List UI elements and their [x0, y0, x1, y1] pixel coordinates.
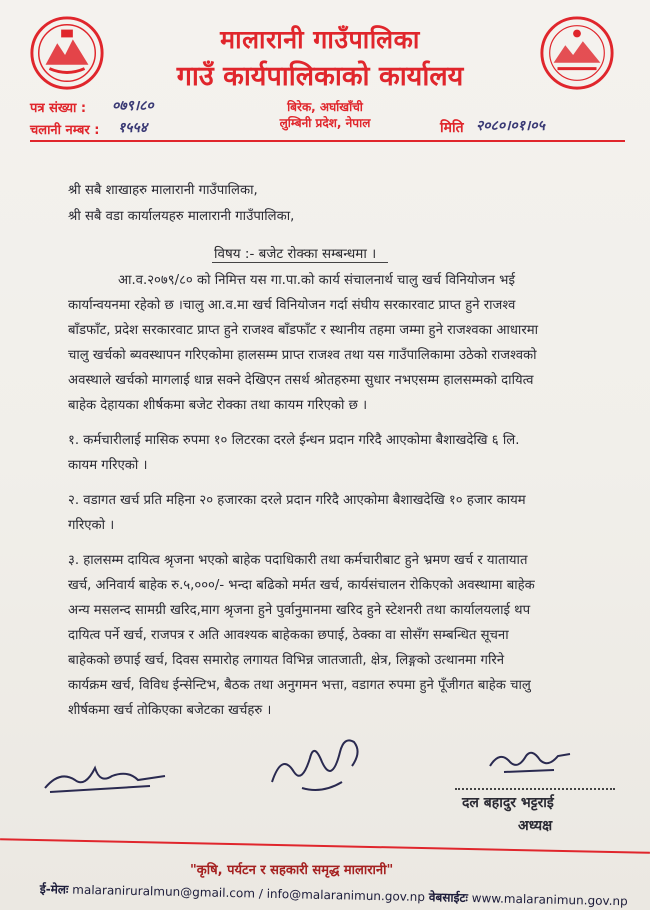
point-line: दायित्व पर्ने खर्च, राजपत्र र अति आवश्यक बाहेकका छपाई, ठेक्का वा सोसँग सम्बन्धित सूचना: [68, 628, 509, 643]
website-label: वेबसाईटः: [428, 890, 469, 905]
signature-dotted-line: [455, 788, 615, 790]
signer-name: दल बहादुर भट्टराई: [462, 795, 554, 811]
signature-center: [262, 722, 372, 802]
footer-contact: [40, 880, 628, 909]
point-line: गरिएको ।: [68, 518, 115, 533]
point-line: १. कर्मचारीलाई मासिक रुपमा १० लिटरका दरले ईन्धन प्रदान गरिदै आएकोमा बैशाखदेखि ६ लि.: [68, 433, 520, 448]
point-line: बाहेकको छपाई खर्च, दिवस समारोह लगायत विभिन्न जातजाती, क्षेत्र, लिङ्गको उत्थानमा गरिने: [68, 653, 505, 668]
email-text: malaraniruralmun@gmail.com / info@malaranimun.gov.np: [72, 882, 426, 905]
point-line: शीर्षकमा खर्च तोकिएका बजेटका खर्चहरु ।: [68, 703, 272, 718]
paragraph-line: बाँडफाँट, प्रदेश सरकारवाट प्राप्त हुने राजश्व बाँडफाँट र स्थानीय तहमा जम्मा हुने राजश्वका आधारमा: [68, 323, 539, 338]
point-line: अन्य मसलन्द सामग्री खरिद,माग श्रृजना हुने पुर्वानुमानमा खरिद हुने स्टेशनरी तथा कार्यालयलाई थप: [68, 603, 531, 618]
date-label: मिति: [440, 120, 464, 136]
header-divider: [30, 140, 625, 142]
municipality-logo: [538, 14, 616, 92]
date-value: २०८०।०१।०५: [476, 118, 545, 134]
point-line: खर्च, अनिवार्य बाहेक रु.५,०००/- भन्दा बढिको मर्मत खर्च, कार्यसंचालन रोकिएको अवस्थामा बाहेक: [68, 578, 535, 593]
nepal-emblem-logo: [28, 14, 106, 92]
address-line1: बिरेक, अर्घाखाँची: [287, 100, 363, 114]
paragraph-line: कार्यान्वयनमा रहेको छ ।चालु आ.व.मा खर्च विनियोजन गर्दा संघीय सरकारवाट प्राप्त हुने राजश्व: [68, 298, 516, 313]
point-line: २. वडागत खर्च प्रति महिना २० हजारका दरले प्रदान गरिदै आएकोमा बैशाखदेखि १० हजार कायम: [68, 493, 526, 508]
point-line: कायम गरिएको ।: [68, 458, 148, 473]
office-name: गाउँ कार्यपालिकाको कार्यालय: [176, 61, 464, 92]
footer-divider: [0, 838, 650, 854]
subject-underline: [212, 262, 388, 263]
patra-sankhya-label: पत्र संख्या :: [30, 101, 87, 116]
recipient-line: श्री सबै शाखाहरु मालारानी गाउँपालिका,: [68, 183, 258, 198]
point-line: ३. हालसम्म दायित्व श्रृजना भएको बाहेक पदाधिकारी तथा कर्मचारीबाट हुने भ्रमण खर्च र यातायात: [68, 553, 528, 568]
footer-motto: "कृषि, पर्यटन र सहकारी समृद्ध मालारानी": [190, 863, 394, 878]
website-text: www.malaranimun.gov.np: [471, 891, 628, 909]
paragraph-line: आ.व.२०७९/८० को निमित्त यस गा.पा.को कार्य संचालनार्थ चालु खर्च विनियोजन भई: [118, 273, 515, 288]
email-label: ई-मेलः: [39, 881, 69, 897]
chalani-label: चलानी नम्बर :: [30, 123, 100, 138]
signature-left: [40, 750, 170, 800]
paragraph-line: चालु खर्चको ब्यवस्थापन गरिएकोमा हालसम्म प्राप्त राजश्व तथा यस गाउँपालिकामा उठेको राजश्वको: [68, 348, 537, 363]
signature-right: [484, 740, 574, 780]
paragraph-line: बाहेक देहायका शीर्षकमा बजेट रोक्का तथा कायम गरिएको छ ।: [68, 398, 368, 413]
org-name: मालारानी गाउँपालिका: [220, 25, 420, 54]
address-line2: लुम्बिनी प्रदेश, नेपाल: [279, 116, 371, 130]
chalani-value: १५५४: [118, 120, 148, 136]
signer-title: अध्यक्ष: [518, 818, 553, 834]
patra-sankhya-value: ०७९।८०: [112, 98, 154, 114]
recipient-line: श्री सबै वडा कार्यालयहरु मालारानी गाउँपालिका,: [68, 209, 295, 224]
point-line: कार्यक्रम खर्च, विविध ईन्सेन्टिभ, बैठक तथा अनुगमन भत्ता, वडागत रुपमा हुने पूँजीगत बाहेक चालु: [68, 678, 531, 693]
paragraph-line: अवस्थाले खर्चको मागलाई धान्न सक्ने देखिएन तसर्थ श्रोतहरुमा सुधार नभएसम्म हालसम्मको दायित्व: [68, 373, 534, 388]
subject-line: विषय :- बजेट रोक्का सम्बन्धमा ।: [214, 246, 377, 262]
